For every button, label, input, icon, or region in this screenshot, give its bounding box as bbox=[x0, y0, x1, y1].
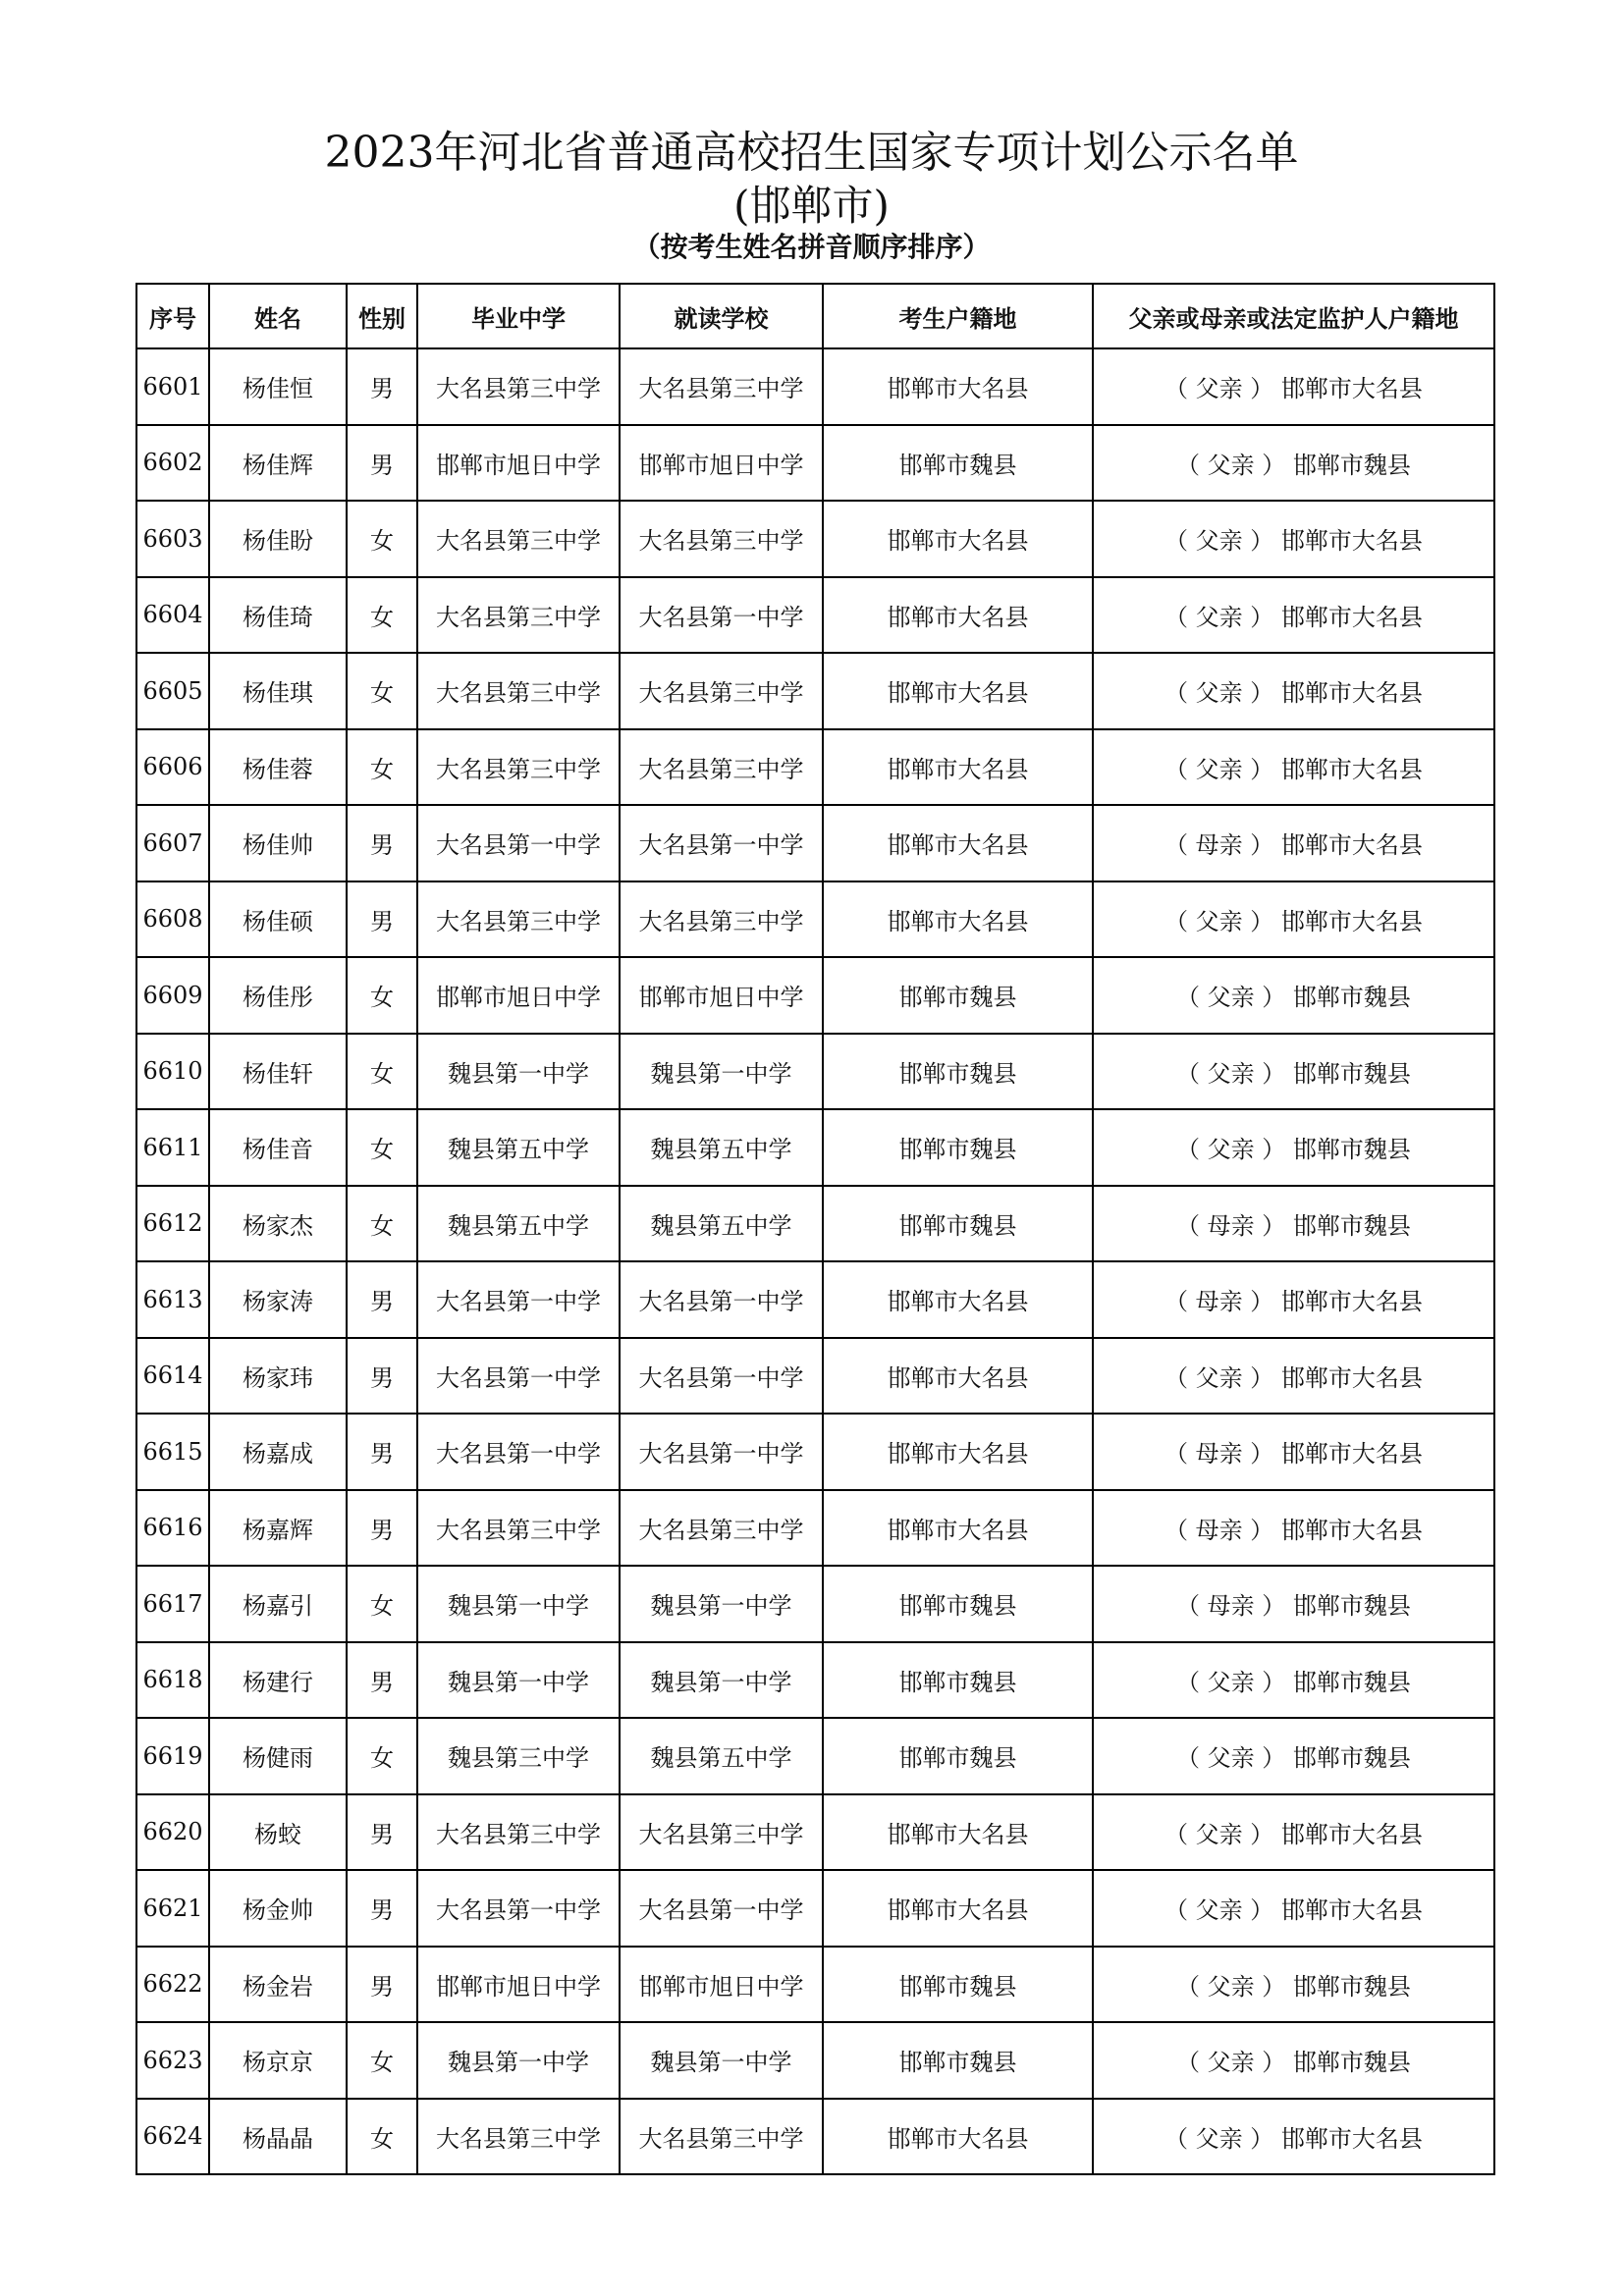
cell-current-school: 大名县第三中学 bbox=[620, 729, 823, 806]
cell-seq: 6624 bbox=[136, 2099, 209, 2175]
cell-student-household: 邯郸市大名县 bbox=[823, 2099, 1093, 2175]
cell-current-school: 大名县第三中学 bbox=[620, 501, 823, 577]
cell-name: 杨佳辉 bbox=[209, 425, 347, 502]
table-row bbox=[136, 805, 1494, 881]
table-row bbox=[136, 1794, 1494, 1871]
table-row bbox=[136, 1261, 1494, 1338]
cell-guardian-household: （ 父亲 ） 邯郸市魏县 bbox=[1093, 1109, 1494, 1186]
cell-current-school: 魏县第一中学 bbox=[620, 1566, 823, 1642]
cell-graduation-school: 大名县第一中学 bbox=[417, 1414, 620, 1490]
table-row bbox=[136, 577, 1494, 654]
cell-gender: 男 bbox=[347, 1794, 417, 1871]
cell-gender: 女 bbox=[347, 1566, 417, 1642]
cell-student-household: 邯郸市魏县 bbox=[823, 1034, 1093, 1110]
cell-current-school: 大名县第三中学 bbox=[620, 348, 823, 425]
document-subtitle: (邯郸市) bbox=[733, 182, 890, 230]
cell-current-school: 大名县第一中学 bbox=[620, 1261, 823, 1338]
cell-graduation-school: 魏县第五中学 bbox=[417, 1186, 620, 1262]
cell-current-school: 大名县第三中学 bbox=[620, 1490, 823, 1567]
table-body bbox=[136, 348, 1494, 2174]
cell-seq: 6616 bbox=[136, 1490, 209, 1567]
cell-name: 杨佳硕 bbox=[209, 881, 347, 958]
cell-seq: 6614 bbox=[136, 1338, 209, 1415]
cell-student-household: 邯郸市大名县 bbox=[823, 805, 1093, 881]
cell-name: 杨蛟 bbox=[209, 1794, 347, 1871]
cell-graduation-school: 魏县第五中学 bbox=[417, 1109, 620, 1186]
cell-graduation-school: 大名县第三中学 bbox=[417, 577, 620, 654]
cell-gender: 女 bbox=[347, 2099, 417, 2175]
table-row bbox=[136, 729, 1494, 806]
cell-student-household: 邯郸市大名县 bbox=[823, 881, 1093, 958]
cell-guardian-household: （ 父亲 ） 邯郸市大名县 bbox=[1093, 2099, 1494, 2175]
cell-seq: 6606 bbox=[136, 729, 209, 806]
cell-seq: 6620 bbox=[136, 1794, 209, 1871]
cell-guardian-household: （ 母亲 ） 邯郸市大名县 bbox=[1093, 1414, 1494, 1490]
cell-name: 杨佳恒 bbox=[209, 348, 347, 425]
table-header-row bbox=[136, 284, 1494, 348]
cell-name: 杨佳蓉 bbox=[209, 729, 347, 806]
cell-gender: 男 bbox=[347, 425, 417, 502]
cell-current-school: 魏县第一中学 bbox=[620, 2022, 823, 2099]
cell-name: 杨家涛 bbox=[209, 1261, 347, 1338]
cell-student-household: 邯郸市大名县 bbox=[823, 577, 1093, 654]
cell-guardian-household: （ 母亲 ） 邯郸市魏县 bbox=[1093, 1566, 1494, 1642]
cell-graduation-school: 魏县第一中学 bbox=[417, 1566, 620, 1642]
cell-guardian-household: （ 父亲 ） 邯郸市魏县 bbox=[1093, 957, 1494, 1034]
cell-seq: 6613 bbox=[136, 1261, 209, 1338]
cell-guardian-household: （ 父亲 ） 邯郸市大名县 bbox=[1093, 729, 1494, 806]
cell-current-school: 大名县第一中学 bbox=[620, 1870, 823, 1947]
cell-student-household: 邯郸市魏县 bbox=[823, 425, 1093, 502]
cell-student-household: 邯郸市魏县 bbox=[823, 957, 1093, 1034]
column-header-gender: 性别 bbox=[347, 284, 417, 348]
cell-name: 杨佳轩 bbox=[209, 1034, 347, 1110]
cell-guardian-household: （ 父亲 ） 邯郸市大名县 bbox=[1093, 577, 1494, 654]
table-row bbox=[136, 1566, 1494, 1642]
cell-name: 杨佳琪 bbox=[209, 653, 347, 729]
cell-student-household: 邯郸市大名县 bbox=[823, 1490, 1093, 1567]
cell-guardian-household: （ 父亲 ） 邯郸市魏县 bbox=[1093, 1034, 1494, 1110]
column-header-guardian-household: 父亲或母亲或法定监护人户籍地 bbox=[1093, 284, 1494, 348]
cell-graduation-school: 邯郸市旭日中学 bbox=[417, 957, 620, 1034]
cell-graduation-school: 大名县第一中学 bbox=[417, 1870, 620, 1947]
cell-name: 杨金帅 bbox=[209, 1870, 347, 1947]
cell-gender: 女 bbox=[347, 501, 417, 577]
cell-name: 杨嘉引 bbox=[209, 1566, 347, 1642]
cell-student-household: 邯郸市大名县 bbox=[823, 653, 1093, 729]
cell-guardian-household: （ 母亲 ） 邯郸市魏县 bbox=[1093, 1186, 1494, 1262]
cell-current-school: 邯郸市旭日中学 bbox=[620, 957, 823, 1034]
cell-current-school: 邯郸市旭日中学 bbox=[620, 425, 823, 502]
cell-gender: 男 bbox=[347, 1338, 417, 1415]
cell-graduation-school: 魏县第一中学 bbox=[417, 1642, 620, 1719]
table-row bbox=[136, 1109, 1494, 1186]
cell-name: 杨家杰 bbox=[209, 1186, 347, 1262]
table-row bbox=[136, 653, 1494, 729]
cell-gender: 女 bbox=[347, 2022, 417, 2099]
cell-student-household: 邯郸市大名县 bbox=[823, 1794, 1093, 1871]
cell-seq: 6623 bbox=[136, 2022, 209, 2099]
cell-gender: 女 bbox=[347, 1034, 417, 1110]
cell-guardian-household: （ 父亲 ） 邯郸市大名县 bbox=[1093, 348, 1494, 425]
table-row bbox=[136, 957, 1494, 1034]
cell-seq: 6604 bbox=[136, 577, 209, 654]
cell-gender: 男 bbox=[347, 1261, 417, 1338]
cell-name: 杨佳盼 bbox=[209, 501, 347, 577]
cell-current-school: 魏县第一中学 bbox=[620, 1034, 823, 1110]
cell-gender: 男 bbox=[347, 1642, 417, 1719]
cell-seq: 6618 bbox=[136, 1642, 209, 1719]
table-row bbox=[136, 1870, 1494, 1947]
table-row bbox=[136, 501, 1494, 577]
cell-seq: 6603 bbox=[136, 501, 209, 577]
cell-guardian-household: （ 父亲 ） 邯郸市魏县 bbox=[1093, 1947, 1494, 2023]
cell-gender: 女 bbox=[347, 1186, 417, 1262]
cell-current-school: 大名县第一中学 bbox=[620, 1338, 823, 1415]
cell-guardian-household: （ 父亲 ） 邯郸市魏县 bbox=[1093, 1642, 1494, 1719]
cell-seq: 6622 bbox=[136, 1947, 209, 2023]
cell-student-household: 邯郸市大名县 bbox=[823, 729, 1093, 806]
cell-student-household: 邯郸市魏县 bbox=[823, 1186, 1093, 1262]
cell-graduation-school: 大名县第三中学 bbox=[417, 653, 620, 729]
cell-name: 杨嘉成 bbox=[209, 1414, 347, 1490]
cell-seq: 6602 bbox=[136, 425, 209, 502]
cell-current-school: 大名县第一中学 bbox=[620, 577, 823, 654]
cell-guardian-household: （ 父亲 ） 邯郸市大名县 bbox=[1093, 881, 1494, 958]
cell-graduation-school: 魏县第一中学 bbox=[417, 2022, 620, 2099]
cell-seq: 6605 bbox=[136, 653, 209, 729]
cell-seq: 6621 bbox=[136, 1870, 209, 1947]
cell-student-household: 邯郸市大名县 bbox=[823, 1414, 1093, 1490]
cell-current-school: 大名县第一中学 bbox=[620, 805, 823, 881]
cell-student-household: 邯郸市大名县 bbox=[823, 1261, 1093, 1338]
cell-guardian-household: （ 父亲 ） 邯郸市大名县 bbox=[1093, 501, 1494, 577]
cell-current-school: 魏县第一中学 bbox=[620, 1642, 823, 1719]
cell-graduation-school: 大名县第一中学 bbox=[417, 805, 620, 881]
cell-graduation-school: 大名县第三中学 bbox=[417, 1490, 620, 1567]
cell-seq: 6609 bbox=[136, 957, 209, 1034]
table-row bbox=[136, 881, 1494, 958]
cell-name: 杨京京 bbox=[209, 2022, 347, 2099]
cell-gender: 男 bbox=[347, 1490, 417, 1567]
cell-gender: 女 bbox=[347, 729, 417, 806]
cell-graduation-school: 魏县第三中学 bbox=[417, 1718, 620, 1794]
table-row bbox=[136, 2022, 1494, 2099]
cell-graduation-school: 大名县第三中学 bbox=[417, 501, 620, 577]
cell-seq: 6612 bbox=[136, 1186, 209, 1262]
table-row bbox=[136, 348, 1494, 425]
cell-seq: 6619 bbox=[136, 1718, 209, 1794]
cell-guardian-household: （ 父亲 ） 邯郸市魏县 bbox=[1093, 1718, 1494, 1794]
cell-current-school: 魏县第五中学 bbox=[620, 1186, 823, 1262]
cell-guardian-household: （ 母亲 ） 邯郸市大名县 bbox=[1093, 1490, 1494, 1567]
cell-student-household: 邯郸市大名县 bbox=[823, 348, 1093, 425]
cell-gender: 男 bbox=[347, 348, 417, 425]
cell-seq: 6617 bbox=[136, 1566, 209, 1642]
cell-student-household: 邯郸市魏县 bbox=[823, 1109, 1093, 1186]
cell-name: 杨佳音 bbox=[209, 1109, 347, 1186]
cell-guardian-household: （ 母亲 ） 邯郸市大名县 bbox=[1093, 805, 1494, 881]
column-header-graduation-school: 毕业中学 bbox=[417, 284, 620, 348]
cell-graduation-school: 魏县第一中学 bbox=[417, 1034, 620, 1110]
table-row bbox=[136, 2099, 1494, 2175]
cell-current-school: 魏县第五中学 bbox=[620, 1109, 823, 1186]
cell-current-school: 大名县第一中学 bbox=[620, 1414, 823, 1490]
cell-student-household: 邯郸市魏县 bbox=[823, 2022, 1093, 2099]
document-title: 2023年河北省普通高校招生国家专项计划公示名单 bbox=[324, 128, 1299, 178]
cell-gender: 男 bbox=[347, 805, 417, 881]
cell-current-school: 大名县第三中学 bbox=[620, 1794, 823, 1871]
cell-gender: 女 bbox=[347, 653, 417, 729]
cell-seq: 6608 bbox=[136, 881, 209, 958]
column-header-name: 姓名 bbox=[209, 284, 347, 348]
cell-student-household: 邯郸市大名县 bbox=[823, 1870, 1093, 1947]
table-row bbox=[136, 1490, 1494, 1567]
table-row bbox=[136, 1186, 1494, 1262]
cell-name: 杨晶晶 bbox=[209, 2099, 347, 2175]
table-row bbox=[136, 1642, 1494, 1719]
cell-student-household: 邯郸市魏县 bbox=[823, 1566, 1093, 1642]
cell-gender: 女 bbox=[347, 577, 417, 654]
table-row bbox=[136, 1034, 1494, 1110]
cell-graduation-school: 大名县第三中学 bbox=[417, 881, 620, 958]
column-header-student-household: 考生户籍地 bbox=[823, 284, 1093, 348]
table-row bbox=[136, 1718, 1494, 1794]
cell-graduation-school: 大名县第三中学 bbox=[417, 348, 620, 425]
cell-name: 杨佳琦 bbox=[209, 577, 347, 654]
cell-gender: 男 bbox=[347, 1414, 417, 1490]
cell-guardian-household: （ 父亲 ） 邯郸市大名县 bbox=[1093, 1338, 1494, 1415]
cell-current-school: 大名县第三中学 bbox=[620, 2099, 823, 2175]
cell-guardian-household: （ 父亲 ） 邯郸市大名县 bbox=[1093, 653, 1494, 729]
cell-guardian-household: （ 母亲 ） 邯郸市大名县 bbox=[1093, 1261, 1494, 1338]
cell-name: 杨佳帅 bbox=[209, 805, 347, 881]
cell-gender: 女 bbox=[347, 957, 417, 1034]
cell-name: 杨家玮 bbox=[209, 1338, 347, 1415]
cell-guardian-household: （ 父亲 ） 邯郸市大名县 bbox=[1093, 1794, 1494, 1871]
cell-graduation-school: 大名县第一中学 bbox=[417, 1261, 620, 1338]
cell-graduation-school: 大名县第三中学 bbox=[417, 2099, 620, 2175]
table-row bbox=[136, 1338, 1494, 1415]
cell-name: 杨建行 bbox=[209, 1642, 347, 1719]
cell-graduation-school: 邯郸市旭日中学 bbox=[417, 425, 620, 502]
cell-seq: 6615 bbox=[136, 1414, 209, 1490]
cell-gender: 女 bbox=[347, 1718, 417, 1794]
cell-guardian-household: （ 父亲 ） 邯郸市魏县 bbox=[1093, 425, 1494, 502]
cell-graduation-school: 邯郸市旭日中学 bbox=[417, 1947, 620, 2023]
cell-student-household: 邯郸市大名县 bbox=[823, 1338, 1093, 1415]
cell-seq: 6601 bbox=[136, 348, 209, 425]
table-row bbox=[136, 1414, 1494, 1490]
cell-current-school: 邯郸市旭日中学 bbox=[620, 1947, 823, 2023]
cell-student-household: 邯郸市魏县 bbox=[823, 1642, 1093, 1719]
cell-current-school: 魏县第五中学 bbox=[620, 1718, 823, 1794]
cell-student-household: 邯郸市魏县 bbox=[823, 1718, 1093, 1794]
student-roster-table bbox=[135, 283, 1495, 2175]
cell-gender: 女 bbox=[347, 1109, 417, 1186]
cell-name: 杨佳彤 bbox=[209, 957, 347, 1034]
cell-graduation-school: 大名县第三中学 bbox=[417, 1794, 620, 1871]
cell-name: 杨健雨 bbox=[209, 1718, 347, 1794]
cell-seq: 6607 bbox=[136, 805, 209, 881]
sort-order-note: （按考生姓名拼音顺序排序） bbox=[632, 231, 991, 263]
cell-student-household: 邯郸市魏县 bbox=[823, 1947, 1093, 2023]
cell-gender: 男 bbox=[347, 1870, 417, 1947]
cell-student-household: 邯郸市大名县 bbox=[823, 501, 1093, 577]
cell-gender: 男 bbox=[347, 1947, 417, 2023]
column-header-current-school: 就读学校 bbox=[620, 284, 823, 348]
cell-name: 杨金岩 bbox=[209, 1947, 347, 2023]
cell-current-school: 大名县第三中学 bbox=[620, 881, 823, 958]
cell-name: 杨嘉辉 bbox=[209, 1490, 347, 1567]
cell-seq: 6611 bbox=[136, 1109, 209, 1186]
cell-seq: 6610 bbox=[136, 1034, 209, 1110]
cell-graduation-school: 大名县第三中学 bbox=[417, 729, 620, 806]
table-row bbox=[136, 1947, 1494, 2023]
table-row bbox=[136, 425, 1494, 502]
cell-gender: 男 bbox=[347, 881, 417, 958]
cell-guardian-household: （ 父亲 ） 邯郸市魏县 bbox=[1093, 2022, 1494, 2099]
cell-current-school: 大名县第三中学 bbox=[620, 653, 823, 729]
cell-graduation-school: 大名县第一中学 bbox=[417, 1338, 620, 1415]
column-header-seq: 序号 bbox=[136, 284, 209, 348]
cell-guardian-household: （ 父亲 ） 邯郸市大名县 bbox=[1093, 1870, 1494, 1947]
